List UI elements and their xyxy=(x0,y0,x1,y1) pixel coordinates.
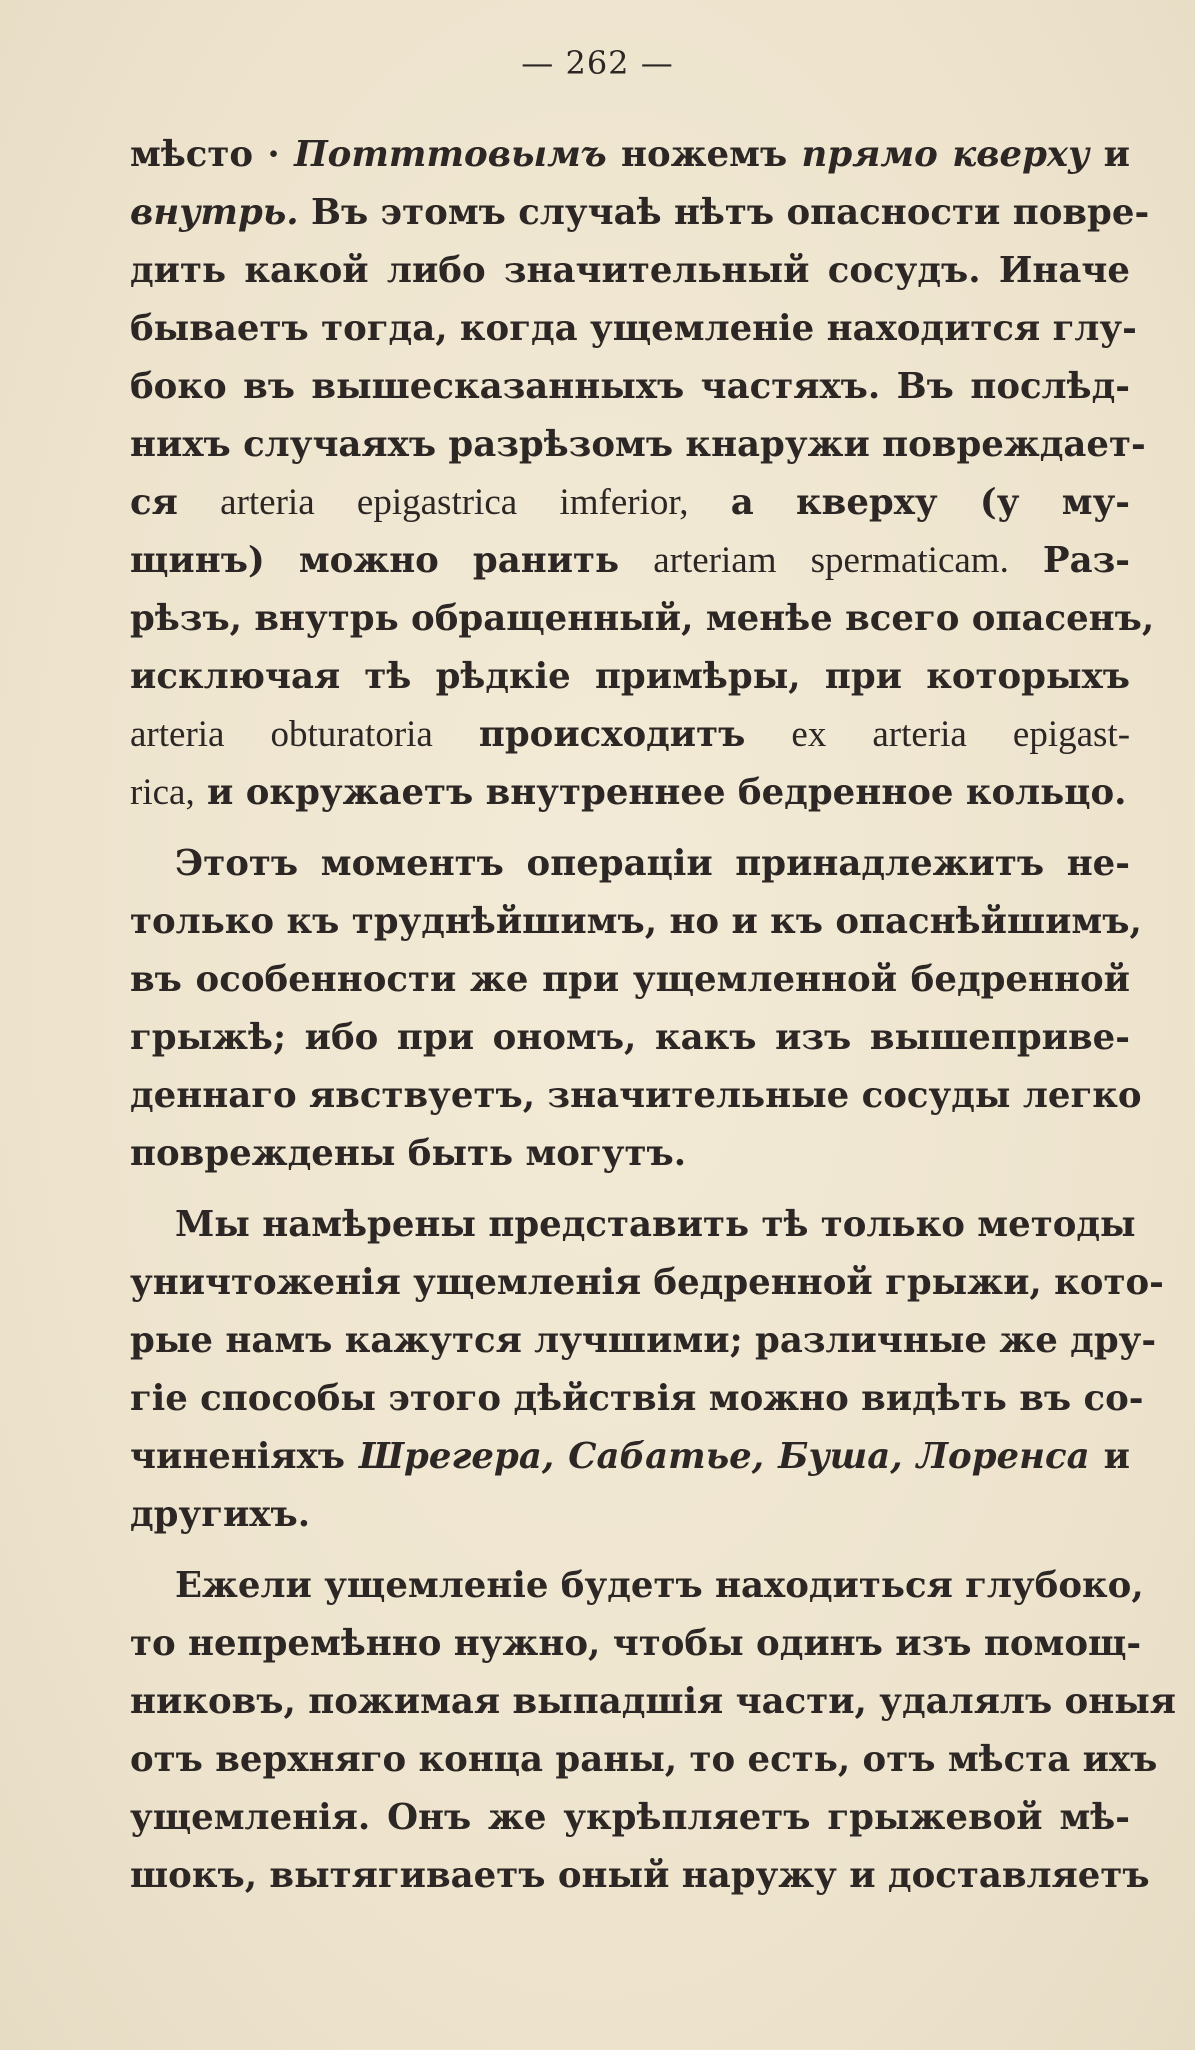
text-line: ся arteria epigastrica imferior, а кверху (у му- xyxy=(130,482,1131,523)
text-line: никовъ, пожимая выпадшія части, удалялъ оныя xyxy=(130,1681,1177,1722)
text-line: другихъ. xyxy=(130,1494,311,1535)
page-number: — 262 — xyxy=(521,44,674,82)
text-line: дить какой либо значительный сосудъ. Иначе xyxy=(130,250,1130,291)
text-line: только къ труднѣйшимъ, но и къ опаснѣйшимъ, xyxy=(130,901,1142,942)
text-line: ущемленія. Онъ же укрѣпляетъ грыжевой мѣ- xyxy=(130,1797,1130,1838)
text-line: въ особенности же при ущемленной бедренной xyxy=(130,959,1130,1000)
text-line: грыжѣ; ибо при ономъ, какъ изъ вышеприве- xyxy=(130,1017,1130,1058)
body-text xyxy=(130,126,1177,1905)
text-line: нихъ случаяхъ разрѣзомъ кнаружи повреждает- xyxy=(130,424,1146,465)
text-line: то непремѣнно нужно, чтобы одинъ изъ помощ- xyxy=(130,1623,1142,1664)
text-line: Этотъ моментъ операціи принадлежитъ не- xyxy=(175,843,1130,884)
text-line: Мы намѣрены представить тѣ только методы xyxy=(175,1204,1136,1245)
text-line: исключая тѣ рѣдкіе примѣры, при которыхъ xyxy=(130,656,1130,697)
text-line: внутрь. Въ этомъ случаѣ нѣтъ опасности повре- xyxy=(130,192,1150,233)
text-line: Ежели ущемленіе будетъ находиться глубоко, xyxy=(175,1565,1144,1606)
paragraph xyxy=(130,835,1142,1183)
text-line: уничтоженія ущемленія бедренной грыжи, кото- xyxy=(130,1262,1164,1303)
text-line: шокъ, вытягиваетъ оный наружу и доставляетъ xyxy=(130,1855,1150,1896)
text-line: rica, и окружаетъ внутреннее бедренное кольцо. xyxy=(130,772,1127,813)
text-line: arteria obturatoria происходитъ ex arteria epigast- xyxy=(130,714,1131,755)
text-line: повреждены быть могутъ. xyxy=(130,1133,687,1174)
text-line: рѣзъ, внутрь обращенный, менѣе всего опасенъ, xyxy=(130,598,1155,639)
text-line: бываетъ тогда, когда ущемленіе находится глу- xyxy=(130,308,1137,349)
paragraph xyxy=(130,126,1155,822)
text-line: щинъ) можно ранить arteriam spermaticam. Раз- xyxy=(130,540,1131,581)
text-line: деннаго явствуетъ, значительные сосуды легко xyxy=(130,1075,1142,1116)
paragraph xyxy=(130,1557,1177,1905)
text-line: отъ верхняго конца раны, то есть, отъ мѣста ихъ xyxy=(130,1739,1158,1780)
text-line: чиненіяхъ Шрегера, Сабатье, Буша, Лоренса и xyxy=(130,1436,1131,1477)
text-line: мѣсто · Потттовымъ ножемъ прямо кверху и xyxy=(130,134,1130,175)
paragraph xyxy=(130,1196,1164,1544)
text-line: боко въ вышесказанныхъ частяхъ. Въ послѣд- xyxy=(130,366,1130,407)
text-line: рые намъ кажутся лучшими; различные же дру- xyxy=(130,1320,1157,1361)
text-line: гіе способы этого дѣйствія можно видѣть въ со- xyxy=(130,1378,1144,1419)
